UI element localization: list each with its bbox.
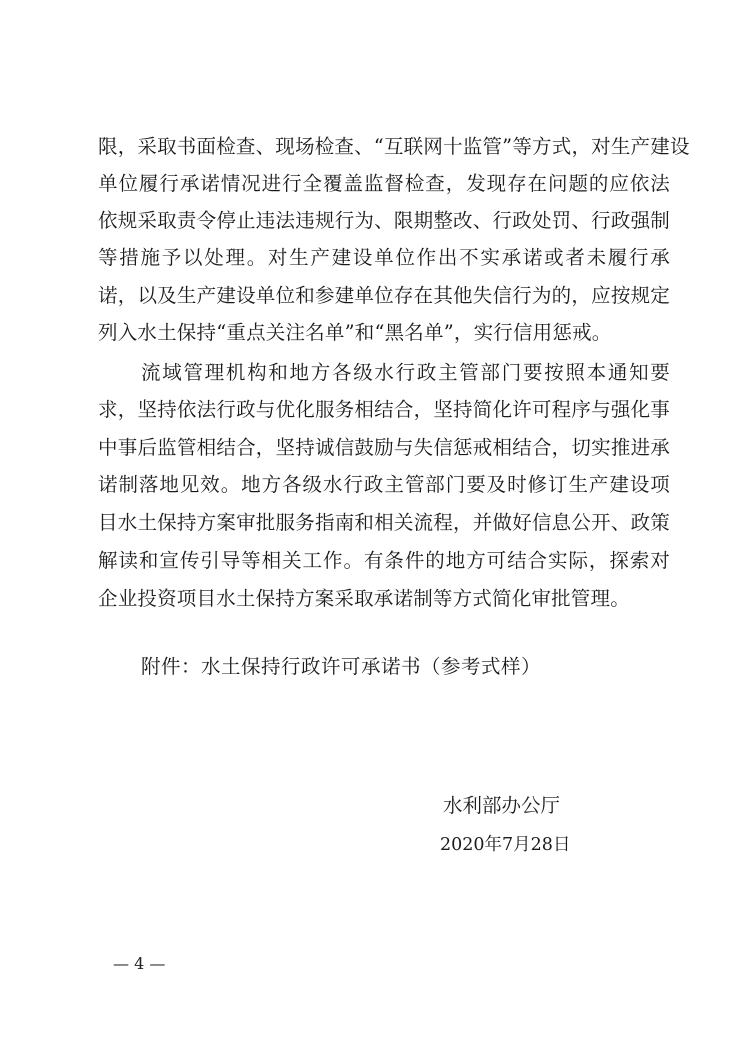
paragraph-2-line-2: 求，坚持依法行政与优化服务相结合，坚持简化许可程序与强化事	[98, 398, 670, 421]
issue-date: 2020年7月28日	[440, 835, 571, 855]
paragraph-1-line-5: 诺，以及生产建设单位和参建单位存在其他失信行为的，应按规定	[98, 284, 670, 307]
issuer-name: 水利部办公厅	[443, 794, 561, 817]
attachment-note: 附件：水土保持行政许可承诺书（参考式样）	[141, 655, 542, 678]
paragraph-2-line-1: 流域管理机构和地方各级水行政主管部门要按照本通知要	[141, 361, 670, 384]
paragraph-2-line-3: 中事后监管相结合，坚持诚信鼓励与失信惩戒相结合，切实推进承	[98, 436, 670, 459]
paragraph-2-line-7: 企业投资项目水土保持方案采取承诺制等方式简化审批管理。	[98, 587, 630, 610]
page-number: — 4 —	[113, 954, 166, 973]
paragraph-1-line-1: 限，采取书面检查、现场检查、“互联网十监管”等方式，对生产建设	[98, 135, 690, 158]
paragraph-1-line-4: 等措施予以处理。对生产建设单位作出不实承诺或者未履行承	[98, 246, 670, 269]
paragraph-1-line-3: 依规采取责令停止违法违规行为、限期整改、行政处罚、行政强制	[98, 209, 670, 232]
paragraph-1-line-2: 单位履行承诺情况进行全覆盖监督检查，发现存在问题的应依法	[98, 172, 670, 195]
paragraph-2-line-5: 目水土保持方案审批服务指南和相关流程，并做好信息公开、政策	[98, 511, 670, 534]
paragraph-1-line-6: 列入水土保持“重点关注名单”和“黑名单”，实行信用惩戒。	[98, 321, 612, 344]
paragraph-2-line-6: 解读和宣传引导等相关工作。有条件的地方可结合实际，探索对	[98, 549, 670, 572]
paragraph-2-line-4: 诺制落地见效。地方各级水行政主管部门要及时修订生产建设项	[98, 473, 670, 496]
